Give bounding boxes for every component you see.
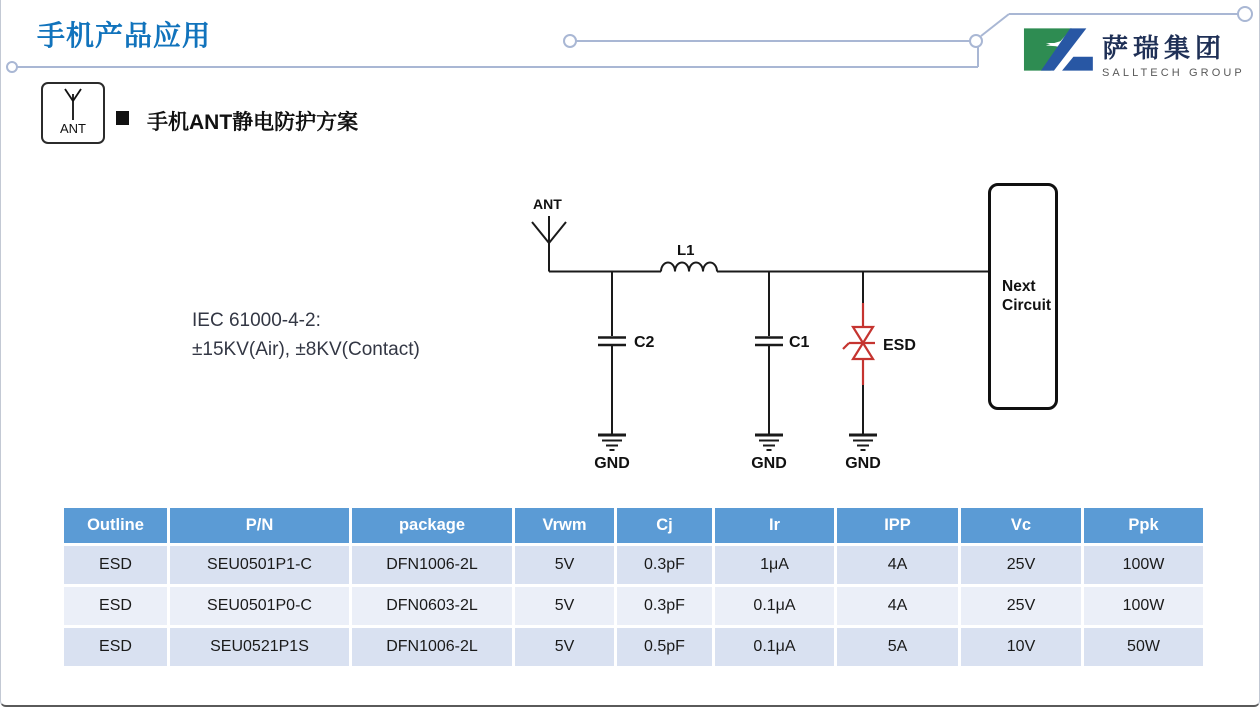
table-cell: DFN0603-2L xyxy=(352,587,512,625)
next-circuit-label: Next Circuit xyxy=(1002,277,1052,314)
col-header-ipp: IPP xyxy=(837,508,958,543)
page-title: 手机产品应用 xyxy=(37,20,212,51)
col-header-package: package xyxy=(352,508,512,543)
table-cell: ESD xyxy=(64,628,167,666)
iec-line2: ±15KV(Air), ±8KV(Contact) xyxy=(192,339,420,360)
table-cell: 0.1μA xyxy=(715,628,834,666)
table-cell: 5V xyxy=(515,546,614,584)
table-cell: 0.1μA xyxy=(715,587,834,625)
col-header-vc: Vc xyxy=(961,508,1081,543)
logo-company-name-en: SALLTECH GROUP xyxy=(1102,67,1245,79)
inductor-label: L1 xyxy=(677,242,695,259)
gnd2-label: GND xyxy=(751,455,787,472)
table-cell: SEU0521P1S xyxy=(170,628,349,666)
table-cell: 0.5pF xyxy=(617,628,712,666)
table-cell: DFN1006-2L xyxy=(352,628,512,666)
table-cell: ESD xyxy=(64,587,167,625)
table-cell: 25V xyxy=(961,587,1081,625)
gnd1-label: GND xyxy=(594,455,630,472)
table-cell: 100W xyxy=(1084,587,1203,625)
cap1-label: C1 xyxy=(789,334,810,351)
salltech-logo-icon xyxy=(1021,26,1095,73)
table-cell: 4A xyxy=(837,546,958,584)
iec-line1: IEC 61000-4-2: xyxy=(192,310,321,331)
table-cell: 5V xyxy=(515,587,614,625)
table-cell: 0.3pF xyxy=(617,546,712,584)
gnd3-label: GND xyxy=(845,455,881,472)
table-cell: 100W xyxy=(1084,546,1203,584)
cap2-label: C2 xyxy=(634,334,655,351)
table-cell: DFN1006-2L xyxy=(352,546,512,584)
col-header-cj: Cj xyxy=(617,508,712,543)
table-cell: 5A xyxy=(837,628,958,666)
ant-wire-label: ANT xyxy=(533,196,562,212)
iec-standard-note xyxy=(192,306,420,364)
esd-spec-table xyxy=(64,508,1203,666)
table-cell: 25V xyxy=(961,546,1081,584)
table-cell: 5V xyxy=(515,628,614,666)
table-cell: 50W xyxy=(1084,628,1203,666)
table-cell: 10V xyxy=(961,628,1081,666)
table-cell: 4A xyxy=(837,587,958,625)
col-header-ir: Ir xyxy=(715,508,834,543)
table-cell: SEU0501P1-C xyxy=(170,546,349,584)
section-heading: 手机ANT静电防护方案 xyxy=(147,111,359,134)
ant-icon-box xyxy=(41,82,105,144)
col-header-pn: P/N xyxy=(170,508,349,543)
table-cell: 1μA xyxy=(715,546,834,584)
logo-company-name-cn: 萨瑞集团 xyxy=(1102,33,1227,63)
esd-device-label: ESD xyxy=(883,337,916,354)
ant-box-label: ANT xyxy=(60,121,86,136)
next-circuit-block xyxy=(988,183,1058,410)
col-header-vrwm: Vrwm xyxy=(515,508,614,543)
table-cell: 0.3pF xyxy=(617,587,712,625)
table-cell: ESD xyxy=(64,546,167,584)
col-header-outline: Outline xyxy=(64,508,167,543)
col-header-ppk: Ppk xyxy=(1084,508,1203,543)
logo-text-block xyxy=(1102,28,1252,79)
bullet-square-icon xyxy=(116,111,129,125)
table-cell: SEU0501P0-C xyxy=(170,587,349,625)
